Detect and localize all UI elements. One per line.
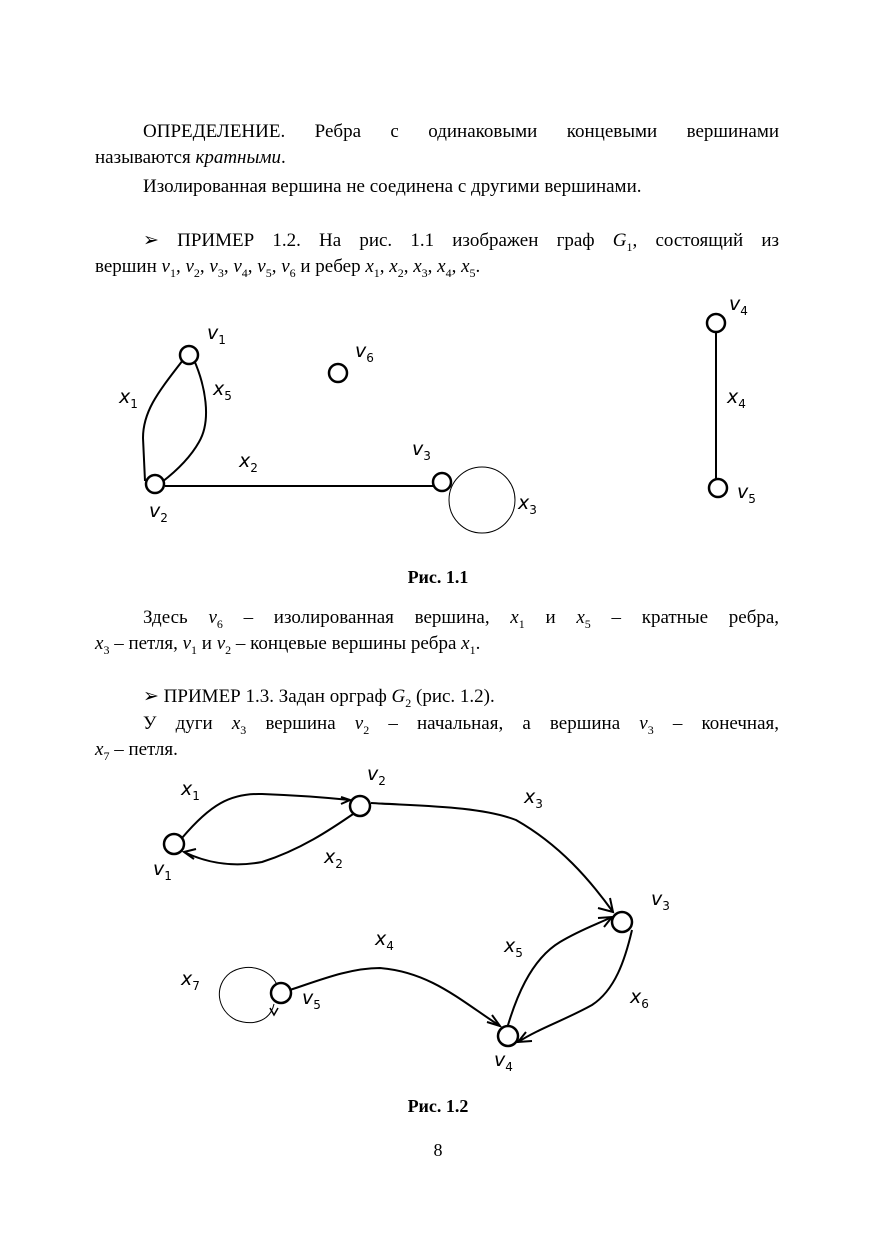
- example-title-2: ПРИМЕР 1.3.: [163, 686, 274, 707]
- figure-1-1-caption: Рис. 1.1: [407, 567, 469, 587]
- digraph-label-x4: $x_4$: [375, 928, 394, 953]
- digraph-vertex-v4: [498, 1026, 518, 1046]
- label-v3: $v_3$: [412, 438, 431, 463]
- digraph-label-x3: $x_3$: [524, 786, 543, 811]
- vertex-v4: [707, 314, 725, 332]
- definition-line-2: [95, 145, 779, 171]
- label-v5: $v_5$: [737, 481, 756, 506]
- label-x1: $x_1$: [119, 386, 138, 411]
- edge-item-5: $x_5$: [461, 256, 476, 280]
- isolated-vertex-text: Изолированная вершина не соединена с другими вершинами.: [143, 176, 642, 197]
- label-v6: $v_6$: [355, 340, 374, 365]
- arc-x4: [290, 968, 500, 1026]
- label-v2: $v_2$: [149, 500, 168, 525]
- arrowhead-x5: [598, 917, 612, 927]
- edge-x5: [162, 360, 206, 482]
- arrowhead-x2: [184, 849, 196, 859]
- example-1-3-line-1: ➢ ПРИМЕР 1.3. Задан орграф $G_2$ (рис. 1.2).: [143, 686, 495, 710]
- label-x5: $x_5$: [213, 378, 232, 403]
- definition-text-2: называются: [95, 147, 191, 168]
- vertex-list: $v_1$, $v_2$, $v_3$, $v_4$, $v_5$, $v_6$: [161, 256, 296, 280]
- var-x1: $x_1$: [510, 607, 525, 631]
- definition-text: Ребра с одинаковыми концевыми вершинами: [314, 121, 780, 142]
- definition-line-1: [95, 119, 779, 145]
- var-x1b: $x_1$: [461, 633, 476, 657]
- var-x3: $x_3$: [95, 633, 110, 657]
- graph-name-2: $G_2$: [391, 686, 412, 710]
- vertex-item-6: $v_6$: [281, 256, 296, 280]
- example-1-2-line-2: [95, 254, 779, 286]
- digraph-label-x1: $x_1$: [181, 778, 200, 803]
- arrowhead-x4: [487, 1015, 500, 1026]
- vertex-item-1: $v_1$: [161, 256, 176, 280]
- definition-period: .: [280, 147, 286, 168]
- digraph-label-v2: $v_2$: [367, 763, 386, 788]
- var-v2: $v_2$: [216, 633, 232, 657]
- edge-item-3: $x_3$: [413, 256, 428, 280]
- digraph-label-v5: $v_5$: [302, 987, 321, 1012]
- var-v1: $v_1$: [182, 633, 198, 657]
- example-text: На рис. 1.1 изображен граф: [319, 230, 595, 251]
- vertex-item-3: $v_3$: [209, 256, 224, 280]
- digraph-vertex-v1: [164, 834, 184, 854]
- arc-x5: [506, 917, 612, 1032]
- vertex-v3: [433, 473, 451, 491]
- example-title: ПРИМЕР 1.2.: [177, 230, 301, 251]
- var-x5: $x_5$: [576, 607, 591, 631]
- var-x3-b: $x_3$: [231, 713, 247, 737]
- arc-x2: [184, 812, 356, 864]
- digraph-label-x6: $x_6$: [630, 986, 649, 1011]
- digraph-label-v1: $v_1$: [153, 858, 172, 883]
- label-v1: $v_1$: [207, 322, 226, 347]
- arrowhead-x1: [341, 797, 350, 804]
- var-v6: $v_6$: [208, 607, 223, 631]
- vertex-v1: [180, 346, 198, 364]
- edge-item-1: $x_1$: [365, 256, 380, 280]
- digraph-label-x2: $x_2$: [324, 846, 343, 871]
- digraph-vertex-v5: [271, 983, 291, 1003]
- label-x3: $x_3$: [518, 492, 537, 517]
- arc-x3: [371, 803, 613, 912]
- definition-label: ОПРЕДЕЛЕНИЕ.: [143, 121, 286, 142]
- label-x2: $x_2$: [239, 450, 258, 475]
- digraph-label-x5: $x_5$: [504, 935, 523, 960]
- vertex-item-4: $v_4$: [233, 256, 248, 280]
- vertices-label: вершин: [95, 256, 157, 277]
- digraph-label-x7: $x_7$: [181, 968, 200, 993]
- var-v2-b: $v_2$: [354, 713, 370, 737]
- digraph-vertex-v3: [612, 912, 632, 932]
- digraph-label-v4: $v_4$: [494, 1049, 513, 1074]
- digraph-vertex-v2: [350, 796, 370, 816]
- explanation-line-1: Здесь $v_6$ – изолированная вершина, $x_1$ и $x_5$ – кратные ребра,: [143, 607, 780, 631]
- definition-term: кратными: [195, 147, 281, 168]
- edge-list: $x_1$, $x_2$, $x_3$, $x_4$, $x_5$.: [365, 256, 481, 280]
- example-1-3-line-2: У дуги $x_3$ вершина $v_2$ – начальная, а вершина $v_3$ – конечная,: [143, 713, 780, 737]
- vertex-v5: [709, 479, 727, 497]
- vertex-item-5: $v_5$: [257, 256, 272, 280]
- vertex-item-2: $v_2$: [185, 256, 200, 280]
- arc-x6: [518, 930, 632, 1042]
- label-x4: $x_4$: [727, 386, 746, 411]
- example-1-3-line-3: $x_7$ – петля.: [95, 739, 178, 763]
- graph-name: $G_1$: [612, 230, 633, 254]
- arrowhead-x6: [518, 1032, 532, 1042]
- bullet-arrow-icon-2: ➢: [143, 686, 159, 707]
- vertex-v6: [329, 364, 347, 382]
- edge-item-2: $x_2$: [389, 256, 404, 280]
- loop-x7: [219, 967, 277, 1022]
- explanation-line-2: $x_3$ – петля, $v_1$ и $v_2$ – концевые вершины ребра $x_1$.: [95, 633, 481, 657]
- arc-x1: [182, 794, 350, 838]
- figure-1-2-caption: Рис. 1.2: [407, 1096, 469, 1116]
- label-v4: $v_4$: [729, 293, 748, 318]
- arrowhead-x3: [598, 898, 613, 912]
- edges-label: и ребер: [295, 256, 366, 277]
- var-v3-b: $v_3$: [639, 713, 654, 737]
- var-x7: $x_7$: [95, 739, 110, 763]
- edge-item-4: $x_4$: [437, 256, 452, 280]
- page-number: 8: [433, 1140, 443, 1160]
- bullet-arrow-icon: ➢: [143, 230, 159, 251]
- arrowhead-x7: [270, 1008, 278, 1015]
- example-text-end: , состоящий из: [632, 230, 780, 251]
- digraph-label-v3: $v_3$: [651, 888, 670, 913]
- vertex-v2: [146, 475, 164, 493]
- loop-x3: [449, 467, 515, 533]
- edge-x1: [143, 360, 183, 481]
